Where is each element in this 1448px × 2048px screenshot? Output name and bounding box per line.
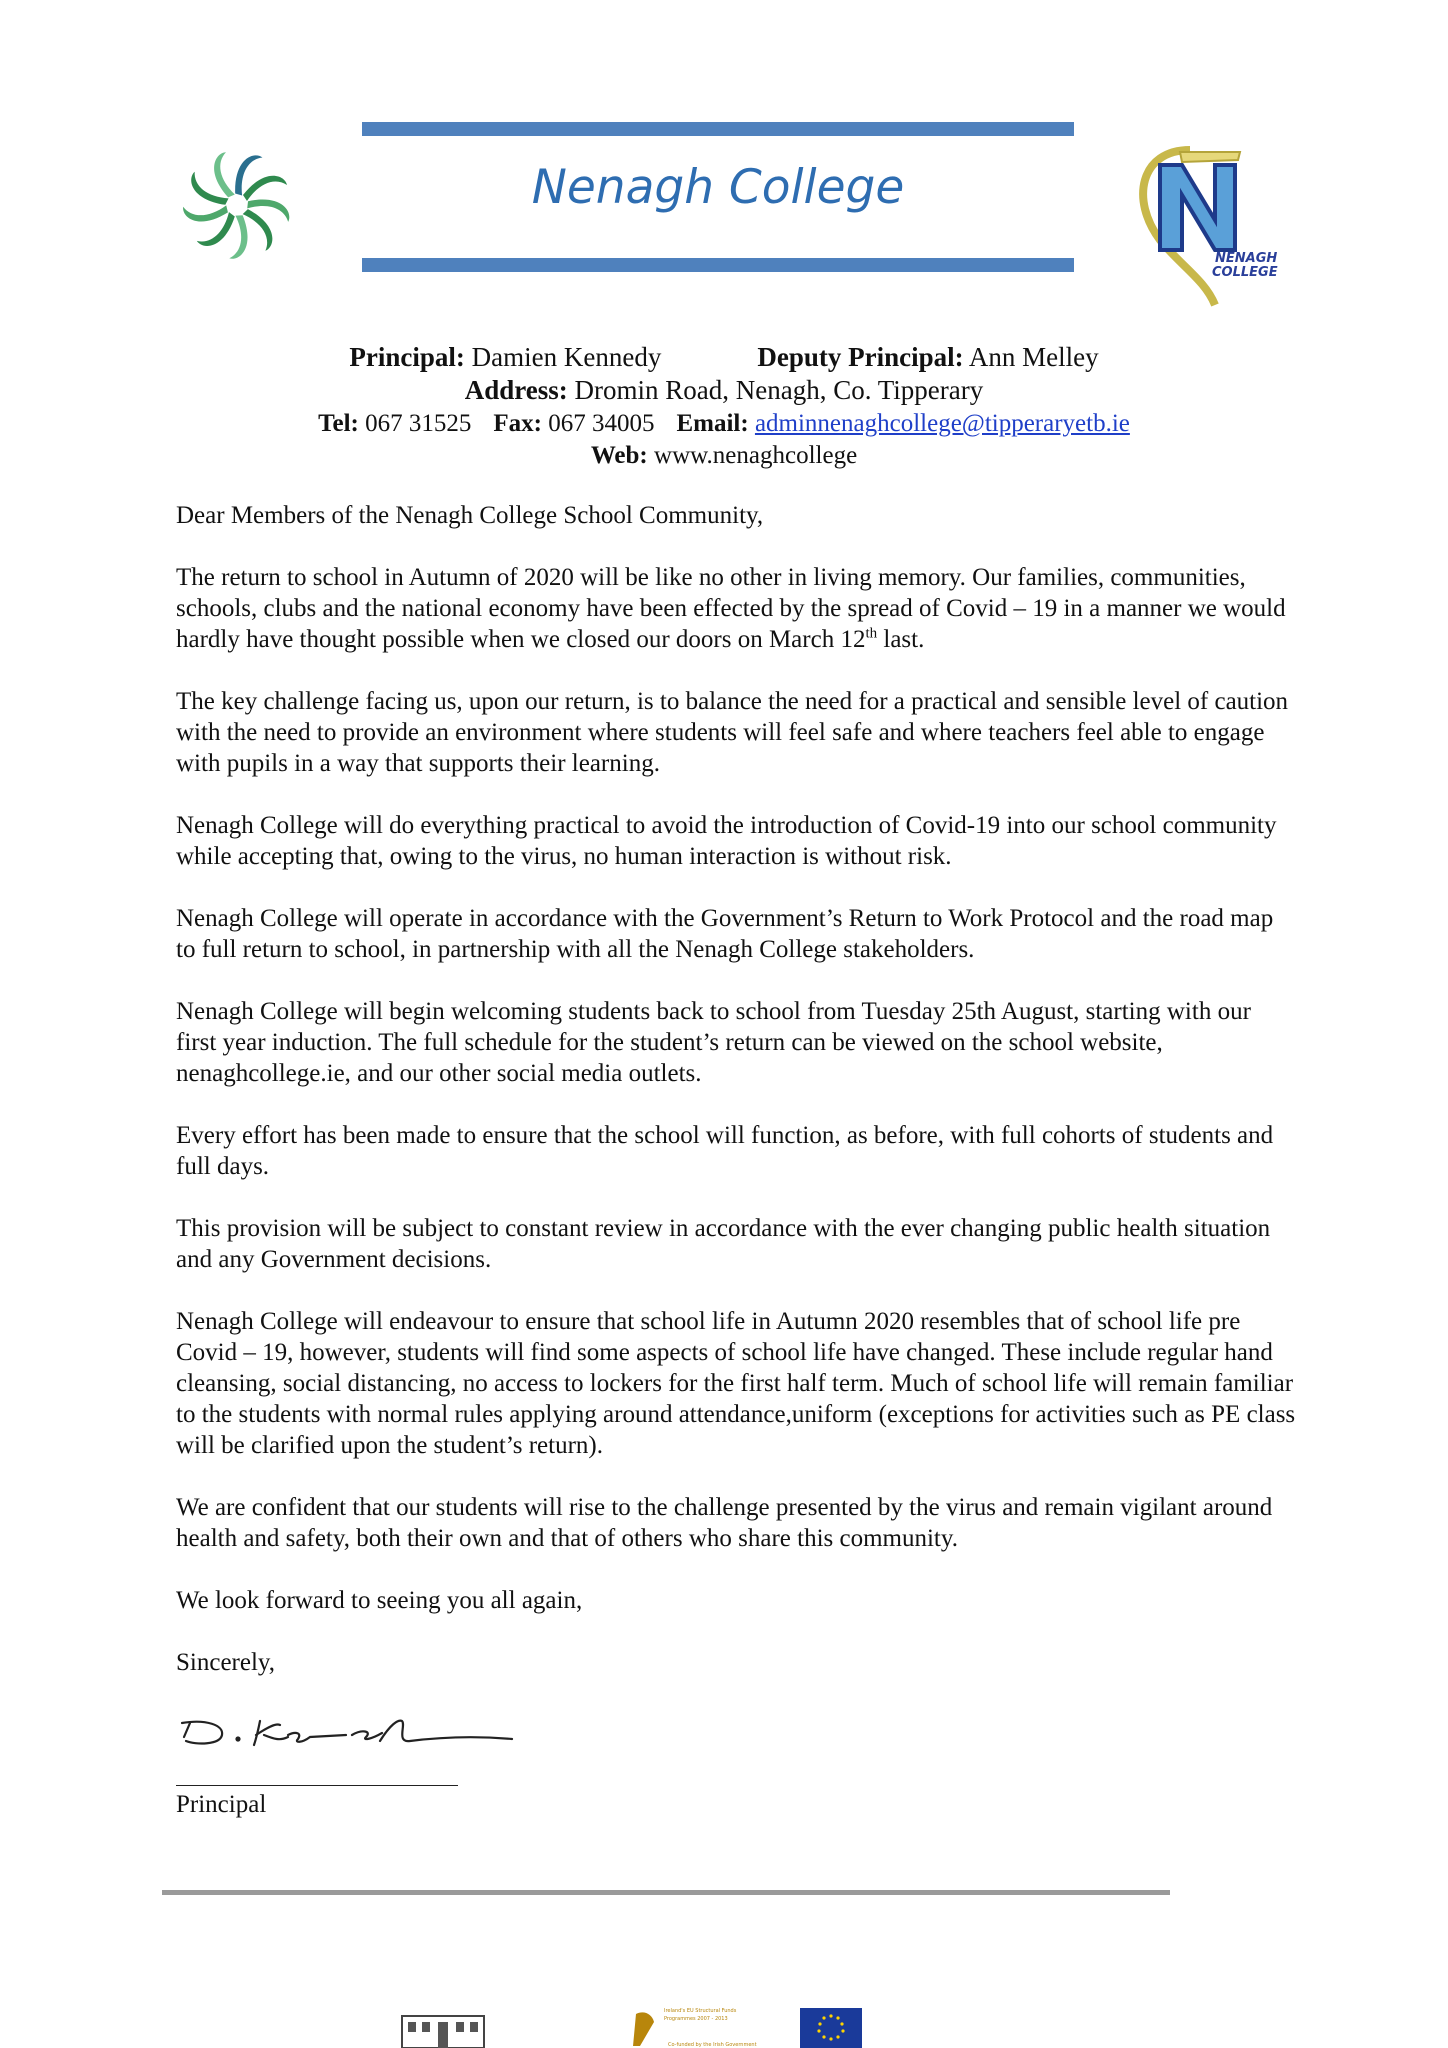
tel-label: Tel: bbox=[318, 410, 359, 437]
eu-funds-text-1: Ireland's EU Structural Funds bbox=[664, 2008, 737, 2014]
signatory-role: Principal bbox=[176, 1791, 267, 1818]
paragraph-1-text: The return to school in Autumn of 2020 will be like no other in living memory. Our families, communities, schools, clubs and the national economy have been effected by the spread of Covid – 19 in a manner we would hardly have thought possible when we closed our doors on March 12 bbox=[176, 564, 1286, 653]
harp-icon bbox=[628, 2008, 658, 2048]
principal-label: Principal: bbox=[349, 342, 465, 372]
header-principals-line bbox=[0, 341, 1448, 374]
eu-funds-text-2: Programmes 2007 - 2013 bbox=[664, 2016, 728, 2022]
sign-off: Sincerely, bbox=[176, 1649, 276, 1676]
paragraph-9: We are confident that our students will rise to the challenge presented by the virus and remain vigilant around health and safety, both their own and that of others who share this community. bbox=[176, 1494, 1273, 1552]
swirl-logo-icon bbox=[172, 140, 302, 270]
paragraph-2: The key challenge facing us, upon our return, is to balance the need for a practical and sensible level of caution with the need to provide an environment where students will feel safe and where teachers feel able to engage with pupils in a way that supports their learning. bbox=[176, 688, 1289, 777]
logo-text-nenagh: NENAGH bbox=[1215, 251, 1278, 266]
greeting: Dear Members of the Nenagh College School Community, bbox=[176, 502, 764, 529]
paragraph-6: Every effort has been made to ensure that the school will function, as before, with full cohorts of students and full days. bbox=[176, 1122, 1274, 1180]
eu-funds-logo bbox=[628, 2008, 788, 2048]
paragraph-3: Nenagh College will do everything practical to avoid the introduction of Covid-19 into our school community while accepting that, owing to the virus, no human interaction is without risk. bbox=[176, 812, 1277, 870]
nenagh-college-logo-icon bbox=[1120, 140, 1280, 310]
paragraph-1 bbox=[176, 562, 1296, 655]
deputy-principal-name: Ann Melley bbox=[968, 342, 1099, 372]
header-address-line bbox=[0, 374, 1448, 407]
email-label: Email: bbox=[676, 410, 749, 437]
principal-name: Damien Kennedy bbox=[471, 342, 662, 372]
title-bottom-bar bbox=[362, 258, 1074, 272]
fax-value: 067 34005 bbox=[548, 410, 655, 437]
paragraph-1-end: last. bbox=[877, 626, 925, 653]
fax-label: Fax: bbox=[493, 410, 542, 437]
paragraph-1-superscript: th bbox=[865, 625, 878, 642]
logo-text-college: COLLEGE bbox=[1212, 265, 1278, 280]
closing-line: We look forward to seeing you all again, bbox=[176, 1587, 583, 1614]
header-contact-line bbox=[0, 407, 1448, 440]
paragraph-5: Nenagh College will begin welcoming students back to school from Tuesday 25th August, starting with our first year induction. The full schedule for the student’s return can be viewed on the school website, nenaghcollege.ie, and our other social media outlets. bbox=[176, 998, 1251, 1087]
deputy-principal-label: Deputy Principal: bbox=[757, 342, 964, 372]
signature-line bbox=[176, 1785, 458, 1786]
tel-value: 067 31525 bbox=[365, 410, 472, 437]
building-logo-icon bbox=[398, 2010, 488, 2048]
web-label: Web: bbox=[590, 442, 648, 469]
address-value: Dromin Road, Nenagh, Co. Tipperary bbox=[574, 375, 984, 405]
footer-rule bbox=[162, 1890, 1170, 1895]
email-link[interactable]: adminnenaghcollege@tipperaryetb.ie bbox=[754, 410, 1130, 437]
address-label: Address: bbox=[464, 375, 568, 405]
school-title: Nenagh College bbox=[531, 160, 905, 215]
eu-funds-text-3: Co-funded by the Irish Government bbox=[668, 2042, 757, 2048]
title-top-bar bbox=[362, 122, 1074, 136]
paragraph-8: Nenagh College will endeavour to ensure that school life in Autumn 2020 resembles that of school life pre Covid – 19, however, students will find some aspects of school life have changed. These include regular hand cleansing, social distancing, no access to lockers for the first half term. Much of school life will remain familiar to the students with normal rules applying around attendance,uniform (exceptions for activities such as PE class will be clarified upon the student’s return). bbox=[176, 1308, 1296, 1459]
web-value: www.nenaghcollege bbox=[654, 442, 858, 469]
signature-image bbox=[176, 1705, 526, 1765]
eu-flag-icon bbox=[800, 2008, 862, 2048]
paragraph-4: Nenagh College will operate in accordance with the Government’s Return to Work Protocol and the road map to full return to school, in partnership with all the Nenagh College stakeholders. bbox=[176, 905, 1274, 963]
header-web-line bbox=[0, 439, 1448, 472]
letter-body bbox=[176, 500, 1296, 1709]
paragraph-7: This provision will be subject to constant review in accordance with the ever changing public health situation and any Government decisions. bbox=[176, 1215, 1271, 1273]
